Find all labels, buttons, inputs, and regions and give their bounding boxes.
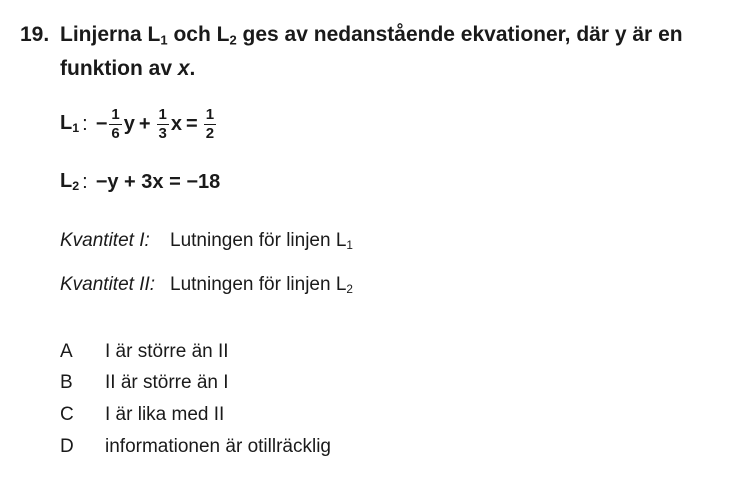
equation-expression: −y + 3x = −18 bbox=[95, 170, 221, 193]
question-number: 19. bbox=[20, 23, 50, 46]
equation-l2: $L_2$ : −y + 3x = −18 bbox=[60, 170, 221, 194]
quantity-2: Kvantitet II: Lutningen för linjen $L_2$ bbox=[60, 274, 353, 296]
option-c[interactable]: C I är lika med II bbox=[60, 404, 225, 425]
equation-l1: $L_1$ : − $\frac{1}{6}$ y + $\frac{1}{3}$ x = $\frac{1}{2}$ bbox=[60, 105, 215, 142]
option-b[interactable]: B II är större än I bbox=[60, 372, 229, 393]
fraction-one-sixth: $\frac{1}{6}$ bbox=[111, 105, 120, 142]
minus-sign: − bbox=[95, 112, 108, 135]
line-label: $L_1$ bbox=[60, 112, 80, 136]
option-d[interactable]: D informationen är otillräcklig bbox=[60, 436, 331, 457]
quantity-1: Kvantitet I: Lutningen för linjen $L_1$ bbox=[60, 230, 353, 252]
question-text: Linjerna $L_1$ och $L_2$ ges av nedanstående ekvationer, där y är en funktion av x. bbox=[60, 23, 683, 81]
option-a[interactable]: A I är större än II bbox=[60, 341, 229, 362]
fraction-one-half: $\frac{1}{2}$ bbox=[205, 105, 215, 142]
line-label: $L_2$ bbox=[60, 170, 80, 194]
fraction-one-third: $\frac{1}{3}$ bbox=[158, 105, 167, 142]
